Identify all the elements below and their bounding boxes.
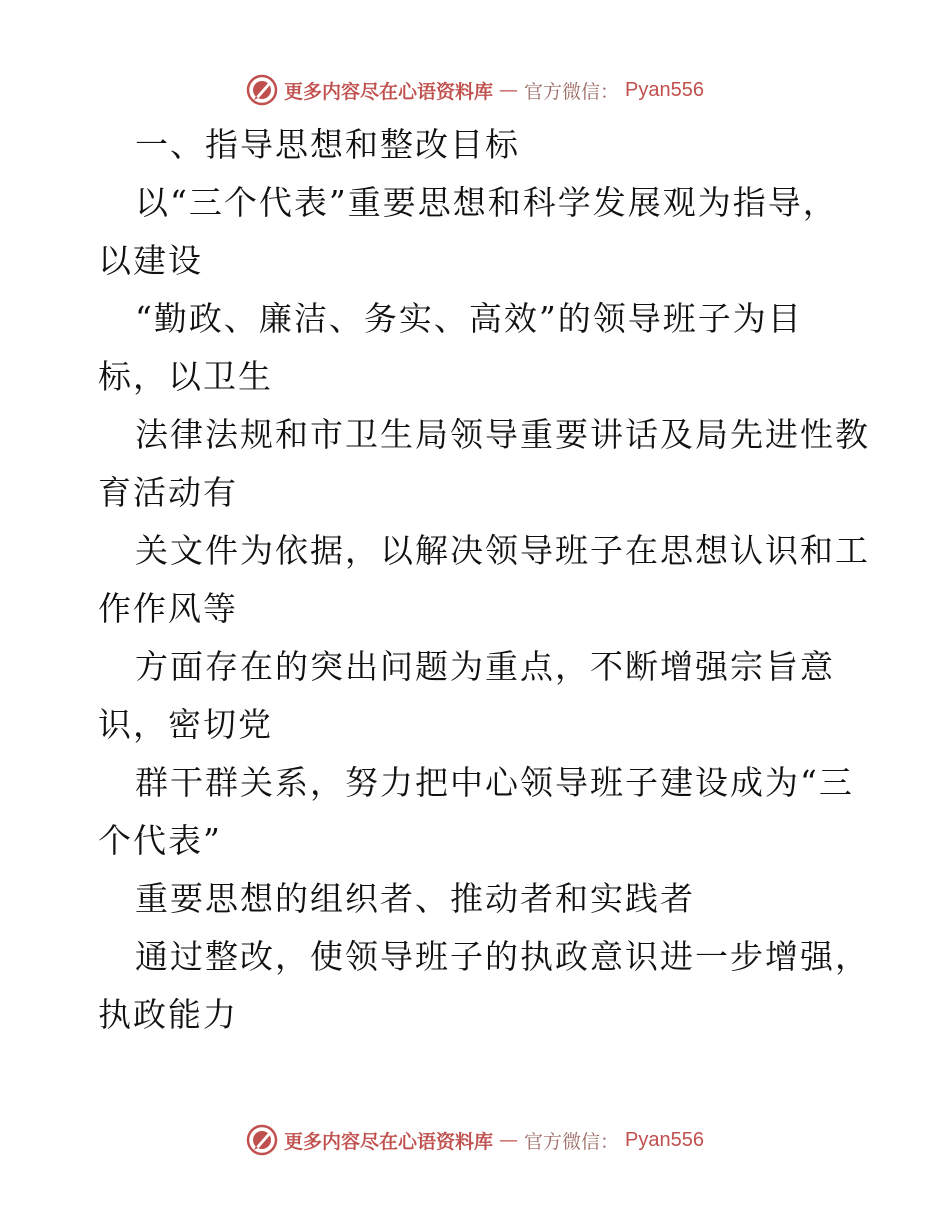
paragraph-line: 通过整改，使领导班子的执政意识进一步增强， xyxy=(135,937,870,976)
banner-dash: — xyxy=(499,1129,519,1151)
banner-content xyxy=(246,1124,704,1156)
paragraph-line: 以“三个代表”重要思想和科学发展观为指导， xyxy=(135,183,838,222)
banner-main-text: 更多内容尽在心语资料库 xyxy=(284,80,494,103)
paragraph-line: 标，以卫生 xyxy=(98,357,273,396)
banner-dash: — xyxy=(499,79,519,101)
paragraph-line: 作作风等 xyxy=(98,589,238,628)
paragraph-line: 以建设 xyxy=(98,241,203,280)
paragraph-line: 识，密切党 xyxy=(98,705,273,744)
banner-content xyxy=(246,74,704,106)
banner-wechat-id: Pyan556 xyxy=(625,78,704,101)
paragraph-line: 个代表” xyxy=(98,821,222,860)
paragraph-line: 法律法规和市卫生局领导重要讲话及局先进性教 xyxy=(135,415,870,454)
banner-official-label: 官方微信： xyxy=(524,80,620,103)
header-banner xyxy=(0,70,950,110)
banner-official-label: 官方微信： xyxy=(524,1130,620,1153)
document-body xyxy=(98,116,870,1044)
section-heading: 一、指导思想和整改目标 xyxy=(135,125,520,164)
paragraph-line: 执政能力 xyxy=(98,995,238,1034)
paragraph-line: 关文件为依据，以解决领导班子在思想认识和工 xyxy=(135,531,870,570)
pen-seal-icon xyxy=(246,74,278,106)
pen-seal-icon xyxy=(246,1124,278,1156)
banner-main-text: 更多内容尽在心语资料库 xyxy=(284,1130,494,1153)
paragraph-line: 重要思想的组织者、推动者和实践者 xyxy=(135,879,695,918)
paragraph-line: 方面存在的突出问题为重点，不断增强宗旨意 xyxy=(135,647,835,686)
paragraph-line: 群干群关系，努力把中心领导班子建设成为“三 xyxy=(135,763,854,802)
paragraph-line: “勤政、廉洁、务实、高效”的领导班子为目 xyxy=(135,299,803,338)
paragraph-line: 育活动有 xyxy=(98,473,238,512)
footer-banner xyxy=(0,1120,950,1160)
banner-wechat-id: Pyan556 xyxy=(625,1128,704,1151)
